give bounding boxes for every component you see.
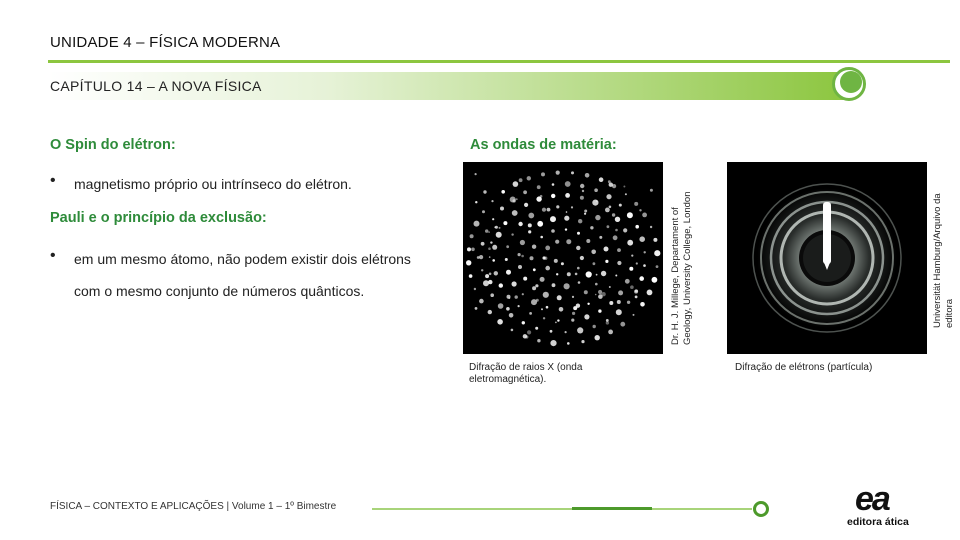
bullet-icon: • xyxy=(50,247,56,264)
chapter-dot-icon xyxy=(840,71,862,93)
electron-caption: Difração de elétrons (partícula) xyxy=(735,362,873,373)
footer-text: FÍSICA – CONTEXTO E APLICAÇÕES | Volume 1 – 1º Bimestre xyxy=(50,501,337,512)
electron-diffraction-image xyxy=(727,162,927,354)
footer-divider xyxy=(372,508,752,510)
unit-title: UNIDADE 4 – FÍSICA MODERNA xyxy=(50,34,281,51)
xray-caption: Difração de raios X (onda eletromagnética). xyxy=(469,362,583,385)
editora-logo-icon xyxy=(853,478,903,516)
footer-circle-icon xyxy=(753,501,769,517)
pauli-heading: Pauli e o princípio da exclusão: xyxy=(50,210,267,226)
waves-heading: As ondas de matéria: xyxy=(470,137,617,153)
editora-logo-text: editora ática xyxy=(847,516,909,528)
svg-text:ea: ea xyxy=(855,480,889,516)
spin-heading: O Spin do elétron: xyxy=(50,137,176,153)
bullet-icon: • xyxy=(50,172,56,189)
chapter-title: CAPÍTULO 14 – A NOVA FÍSICA xyxy=(50,78,262,94)
header-divider xyxy=(48,60,950,63)
spin-bullet-text: magnetismo próprio ou intrínseco do elétron. xyxy=(74,176,352,192)
xray-diffraction-image xyxy=(463,162,663,354)
xray-photo-credit: Dr. H. J. Millege, Departament of Geology, University College, London xyxy=(670,191,693,345)
electron-photo-credit: Universität Hamburg/Arquivo da editora xyxy=(932,193,955,328)
footer-divider-accent xyxy=(572,507,652,510)
pauli-bullet-text: em um mesmo átomo, não podem existir dois elétrons com o mesmo conjunto de números quânticos. xyxy=(74,251,411,299)
